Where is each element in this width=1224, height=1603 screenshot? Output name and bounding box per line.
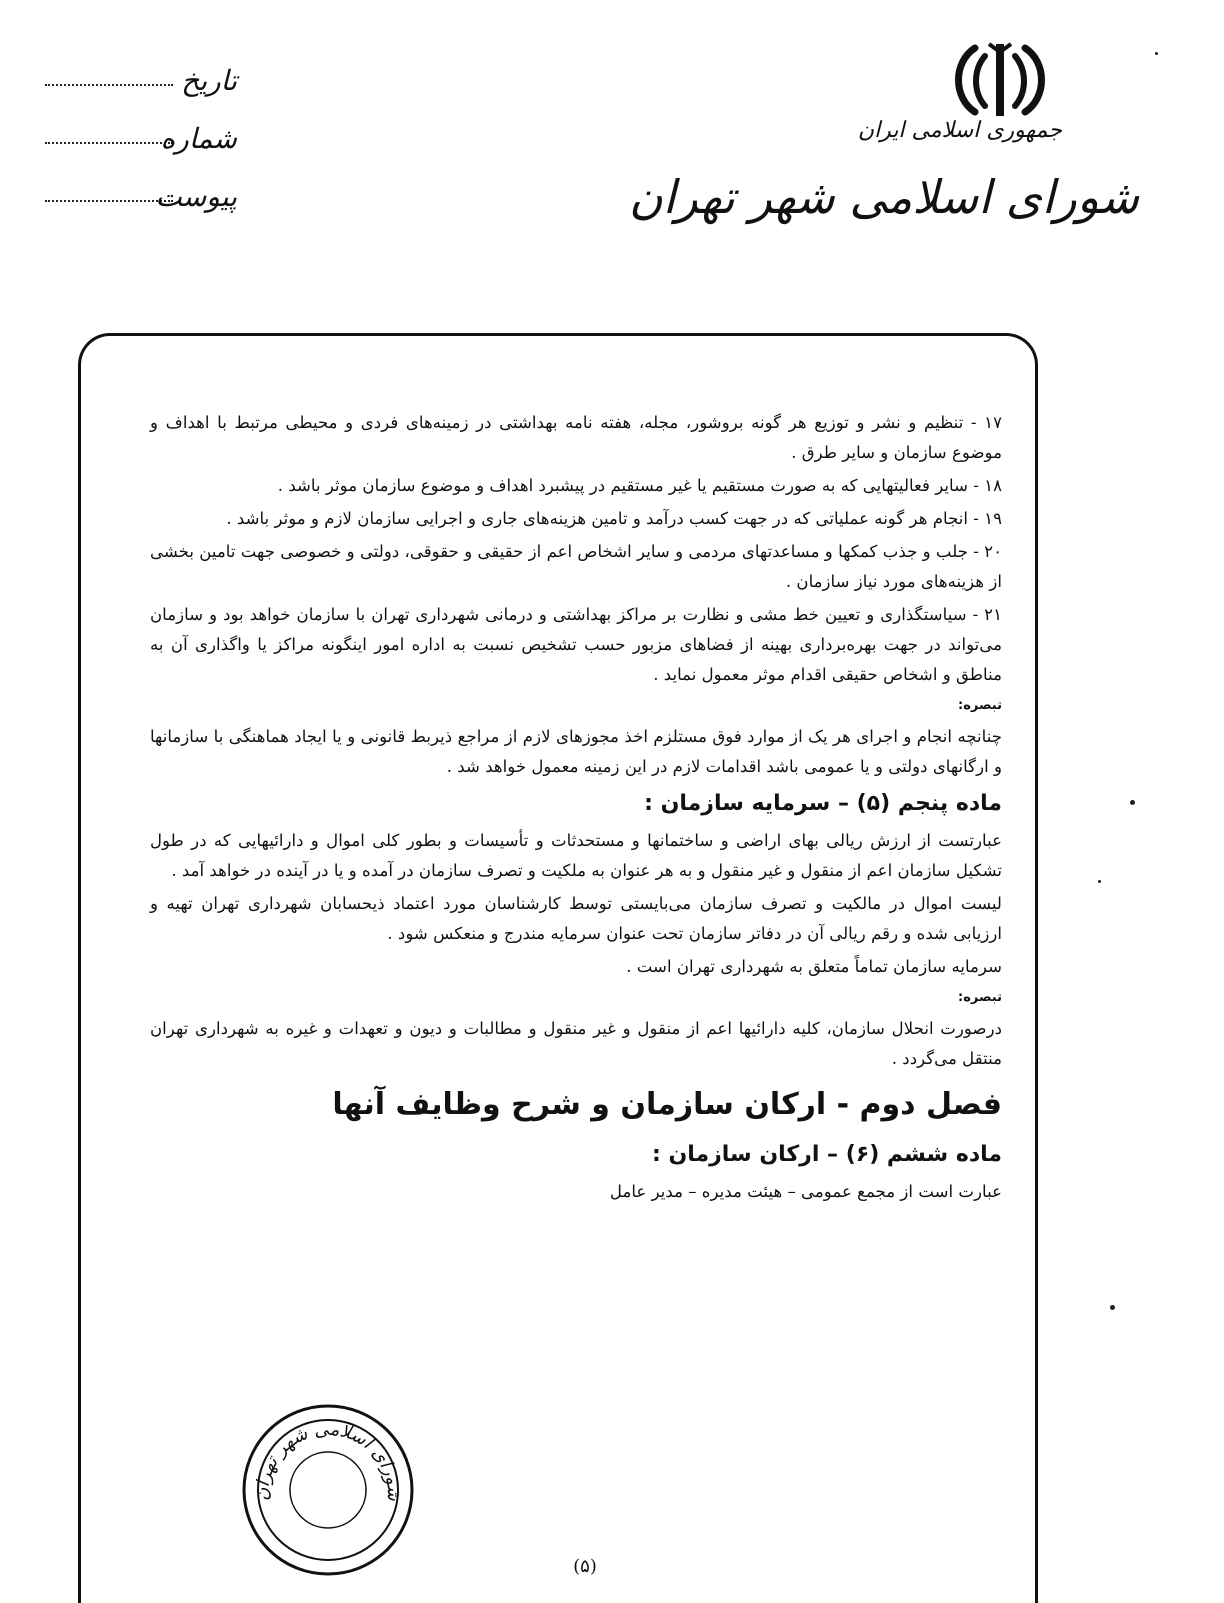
item-19: ۱۹ - انجام هر گونه عملیاتی که در جهت کسب درآمد و تامین هزینه‌های جاری و اجرایی سازمان لازم و موثر باشد . bbox=[226, 509, 1002, 528]
article-5-paragraph: سرمایه سازمان تماماً متعلق به شهرداری تهران است . bbox=[626, 957, 1002, 976]
attachment-field bbox=[45, 176, 245, 234]
svg-text:شورای اسلامی شهر تهران bbox=[252, 1419, 404, 1502]
republic-title: جمهوری اسلامی ایران bbox=[857, 118, 1062, 143]
date-field bbox=[45, 60, 245, 118]
scan-speck bbox=[1130, 800, 1135, 805]
number-field bbox=[45, 118, 245, 176]
attachment-label: پیوست bbox=[155, 180, 237, 213]
article-6-paragraph: عبارت است از مجمع عمومی – هیئت مدیره – مدیر عامل bbox=[609, 1182, 1002, 1201]
letterhead-meta-fields bbox=[45, 60, 245, 234]
item-17: ۱۷ - تنظیم و نشر و توزیع هر گونه بروشور، مجله، هفته نامه بهداشتی در زمینه‌های فردی و محیطی مرتبط با اهداف و موضوع سازمان و سایر طرق . bbox=[150, 413, 1002, 462]
note-label: تبصره: bbox=[958, 990, 1002, 1005]
date-label: تاریخ bbox=[181, 64, 237, 97]
page-number: (۵) bbox=[573, 1556, 597, 1577]
article-6-title: ماده ششم (۶) – ارکان سازمان : bbox=[652, 1142, 1002, 1167]
scan-speck bbox=[1098, 880, 1101, 883]
number-dots bbox=[45, 142, 173, 144]
article-5-title: ماده پنجم (۵) – سرمایه سازمان : bbox=[644, 791, 1002, 816]
chapter-title: فصل دوم - ارکان سازمان و شرح وظایف آنها bbox=[332, 1087, 1002, 1122]
scan-speck bbox=[1110, 1305, 1115, 1310]
number-label: شماره bbox=[160, 122, 237, 155]
attachment-dots bbox=[45, 200, 173, 202]
note-label: تبصره: bbox=[958, 698, 1002, 713]
date-dots bbox=[45, 84, 173, 86]
document-body bbox=[150, 408, 1002, 1210]
council-seal bbox=[238, 1400, 418, 1580]
article-5-paragraph: عبارتست از ارزش ریالی بهای اراضی و ساختمانها و مستحدثات و تأسیسات و بطور کلی اموال و دارائیهایی که در طول تشکیل سازمان اعم از منقول و غیر منقول و به هر عنوان به ملکیت و تصرف سازمان در آمده و یا در آینده در خواهد آمد . bbox=[150, 831, 1002, 880]
item-18: ۱۸ - سایر فعالیتهایی که به صورت مستقیم یا غیر مستقیم در پیشبرد اهداف و موضوع سازمان موثر باشد . bbox=[277, 476, 1002, 495]
council-title: شورای اسلامی شهر تهران bbox=[629, 170, 1139, 224]
article-5-paragraph: لیست اموال در مالکیت و تصرف سازمان می‌بایستی توسط کارشناسان مورد اعتماد ذیحسابان شهرداری تهران تهیه و ارزیابی شده و رقم ریالی آن در دفاتر سازمان تحت عنوان سرمایه مندرج و منعکس شود . bbox=[150, 894, 1002, 943]
note-text: چنانچه انجام و اجرای هر یک از موارد فوق مستلزم اخذ مجوزهای لازم از مراجع ذیربط قانونی و یا ایجاد هماهنگی با سازمانها و ارگانهای دولتی و یا عمومی باشد اقدامات لازم در این زمینه معمول خواهد شد . bbox=[150, 727, 1002, 776]
item-20: ۲۰ - جلب و جذب کمکها و مساعدتهای مردمی و سایر اشخاص اعم از حقیقی و حقوقی، دولتی و خصوصی جهت تامین بخشی از هزینه‌های مورد نیاز سازمان . bbox=[150, 542, 1002, 591]
note-text: درصورت انحلال سازمان، کلیه دارائیها اعم از منقول و غیر منقول و مطالبات و دیون و تعهدات و غیره به شهرداری تهران منتقل می‌گردد . bbox=[150, 1019, 1002, 1068]
item-21: ۲۱ - سیاستگذاری و تعیین خط مشی و نظارت بر مراکز بهداشتی و درمانی شهرداری تهران با سازمان خواهد بود و سازمان می‌تواند در جهت بهره‌برداری بهینه از فضاهای مزبور حسب تشخیص نسبت به اداره امور اینگونه مراکز یا واگذاری آن به مناطق و اشخاص حقیقی اقدام موثر معمول نماید . bbox=[150, 605, 1002, 684]
scan-speck bbox=[1155, 52, 1158, 55]
seal-text: شورای اسلامی شهر تهران bbox=[251, 1418, 405, 1501]
